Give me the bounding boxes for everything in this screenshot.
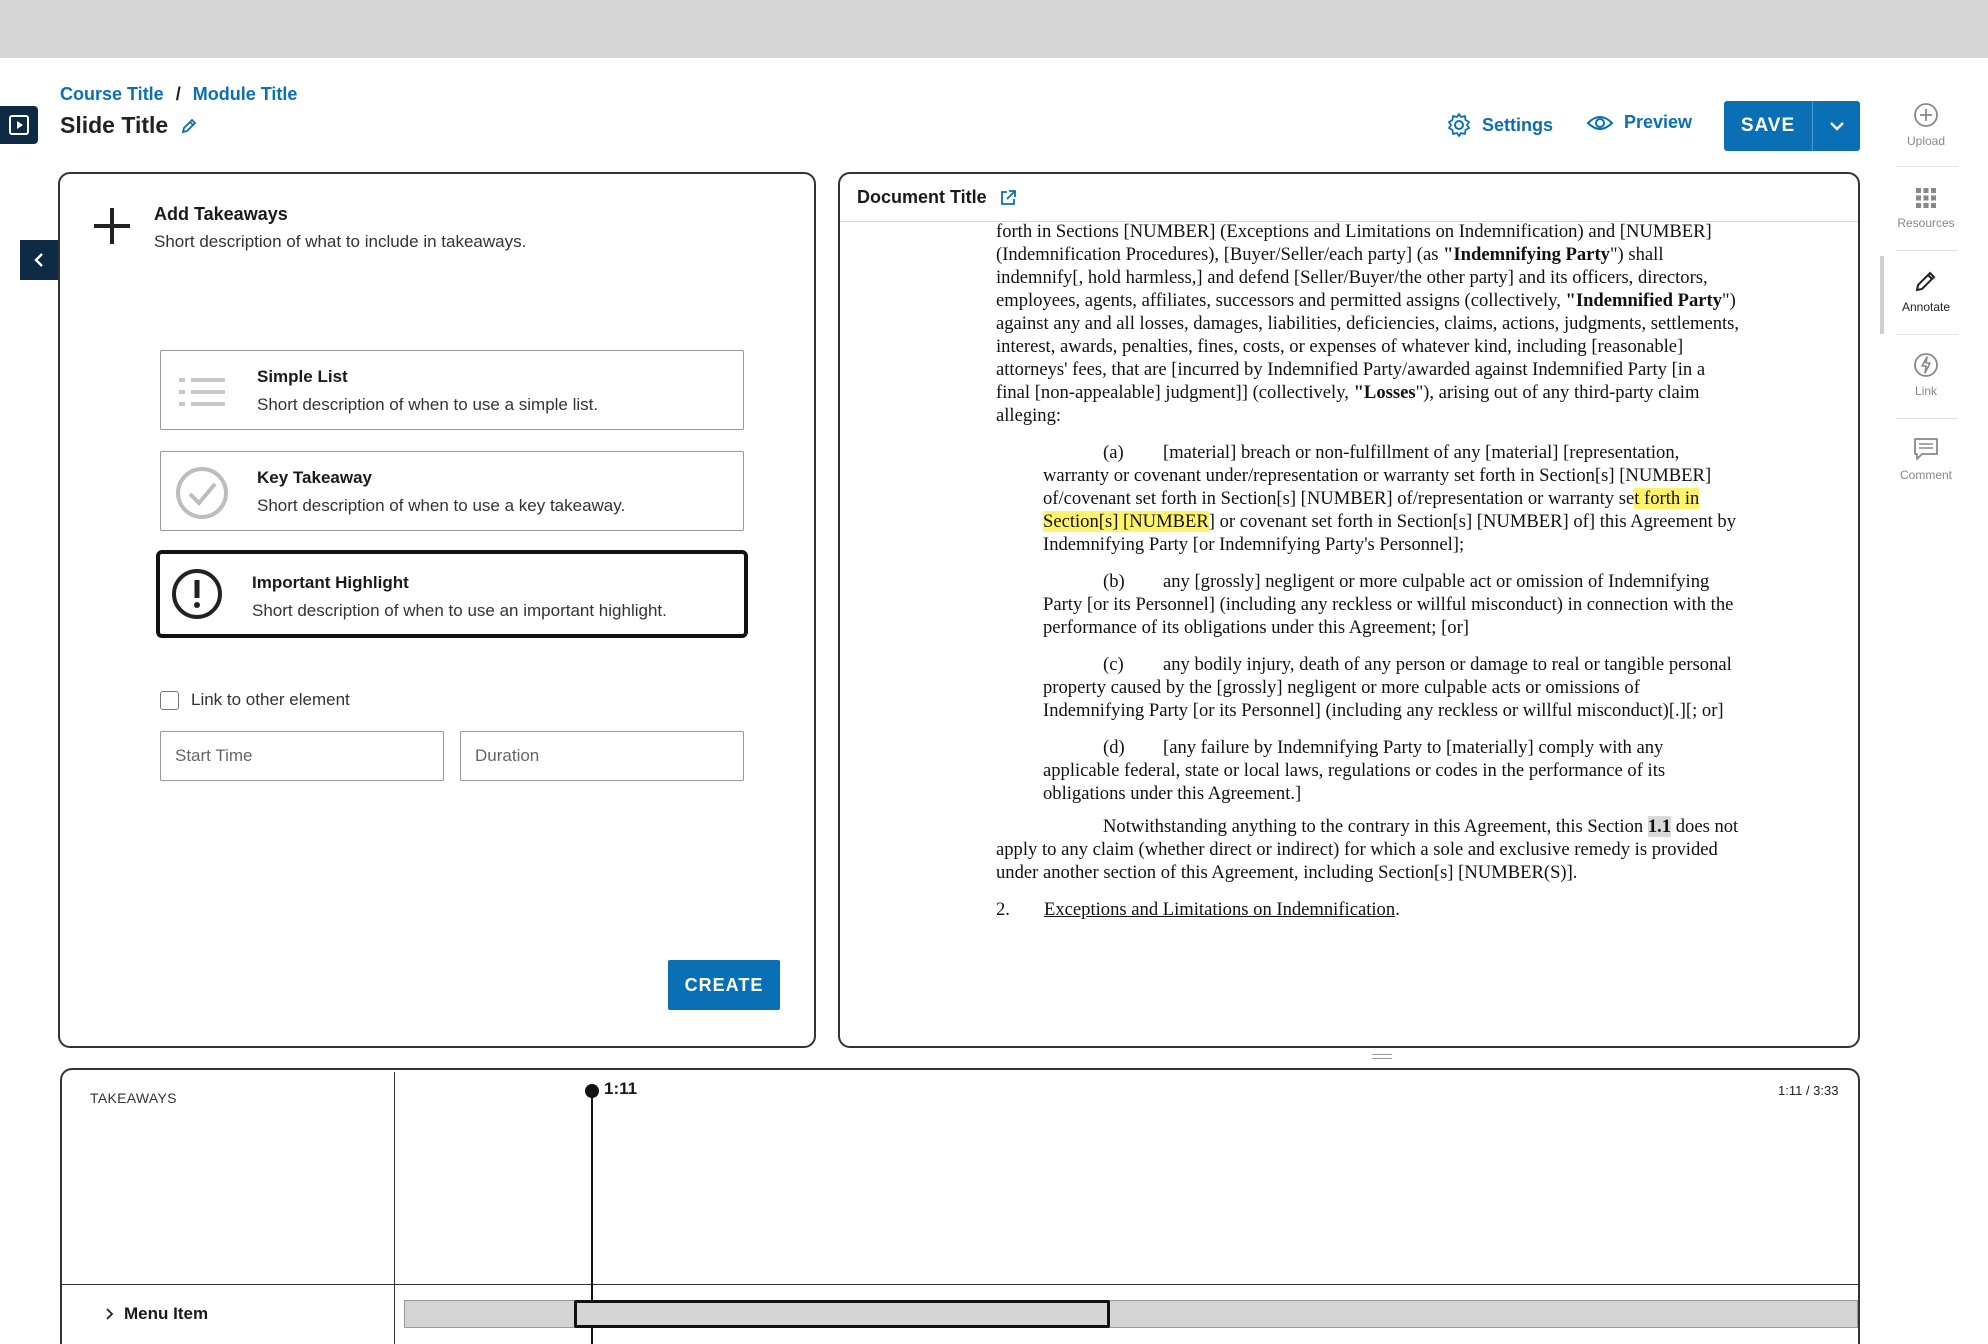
option-title: Simple List bbox=[257, 367, 348, 386]
menu-item-label: Menu Item bbox=[124, 1304, 209, 1323]
add-takeaways-description: Short description of what to include in takeaways. bbox=[154, 232, 527, 251]
playhead-time: 1:11 bbox=[604, 1079, 638, 1098]
link-checkbox[interactable] bbox=[160, 691, 179, 710]
doc-clause-c: (c) any bodily injury, death of any person or damage to real or tangible personal property caused by the [grossly] negligent or more culpable acts or omissions of Indemnifying Party [or its Personnel] (including any reckless or willful misconduct)[.][; or] bbox=[1043, 654, 1732, 721]
option-description: Short description of when to use a key takeaway. bbox=[257, 496, 626, 515]
duration-input[interactable] bbox=[460, 731, 744, 781]
rail-annotate[interactable] bbox=[1878, 268, 1974, 314]
preview-button[interactable] bbox=[1586, 112, 1692, 133]
document-viewer[interactable] bbox=[840, 222, 1858, 1048]
settings-button[interactable] bbox=[1446, 112, 1553, 138]
collapse-panel-button[interactable] bbox=[20, 240, 58, 280]
document-header bbox=[840, 174, 1858, 222]
doc-highlight[interactable]: t forth in Section[s] [NUMBER bbox=[1043, 488, 1700, 532]
rail-link[interactable] bbox=[1878, 352, 1974, 398]
plus-icon[interactable] bbox=[90, 204, 134, 253]
comment-icon bbox=[1912, 436, 1940, 462]
save-button[interactable]: SAVE bbox=[1724, 101, 1812, 151]
timeline-track-label: TAKEAWAYS bbox=[90, 1090, 177, 1106]
top-bar bbox=[0, 0, 1988, 58]
slide-title-text: Slide Title bbox=[60, 112, 169, 138]
doc-notwithstanding: Notwithstanding anything to the contrary in this Agreement, this Section 1.1 does not apply to any claim (whether direct or indirect) for which a sole and exclusive remedy is provided under another section of this Agreement, including Section[s] [NUMBER(S)]. bbox=[996, 816, 1739, 883]
doc-clause-b: (b) any [grossly] negligent or more culpable act or omission of Indemnifying Party [or its Personnel] (including any reckless or willful misconduct) in connection with the performance of its obligations under this Agreement; [or] bbox=[1043, 571, 1734, 638]
check-circle-icon bbox=[175, 466, 229, 520]
create-button[interactable]: CREATE bbox=[668, 960, 780, 1010]
rail-annotate-label: Annotate bbox=[1901, 300, 1951, 314]
rail-resources[interactable] bbox=[1878, 186, 1974, 230]
doc-section-heading: 2. Exceptions and Limitations on Indemnification. bbox=[996, 899, 1400, 920]
rail-divider bbox=[1896, 334, 1958, 335]
option-title: Key Takeaway bbox=[257, 468, 372, 487]
lightning-circle-icon bbox=[1913, 352, 1939, 378]
timeline-segment[interactable] bbox=[574, 1300, 1110, 1328]
edit-pencil-icon[interactable] bbox=[180, 117, 198, 135]
doc-clause-a: (a) [material] breach or non-fulfillment of any [material] [representation, warranty or covenant under/representation or warranty set forth in Section[s] [NUMBER] of/covenant set forth in Section[s] [NUMBER] of/representation or warranty set forth in Section[s] [NUMBER] or covenant set forth in Section[s] [NUMBER] of] this Agreement by Indemnifying Party [or Indemnifying Party's Personnel]; bbox=[1043, 442, 1737, 555]
doc-clause-d: (d) [any failure by Indemnifying Party to [materially] comply with any applicable federal, state or local laws, regulations or codes in the performance of its obligations under this Agreement.] bbox=[1043, 737, 1666, 804]
breadcrumb-course-link[interactable]: Course Title bbox=[60, 84, 164, 104]
plus-circle-icon bbox=[1913, 102, 1939, 128]
link-to-element-row bbox=[160, 690, 350, 710]
timeline-total-time: 1:11 / 3:33 bbox=[1778, 1083, 1839, 1098]
option-key-takeaway[interactable] bbox=[160, 451, 744, 531]
page-title bbox=[60, 112, 198, 139]
eye-icon bbox=[1586, 113, 1614, 133]
grid-icon bbox=[1914, 186, 1938, 210]
exclamation-circle-icon bbox=[170, 567, 224, 621]
link-label: Link to other element bbox=[191, 690, 350, 709]
option-title: Important Highlight bbox=[252, 573, 409, 592]
start-time-input[interactable] bbox=[160, 731, 444, 781]
rail-upload-label: Upload bbox=[1906, 134, 1946, 148]
rail-divider bbox=[1896, 418, 1958, 419]
rail-comment[interactable] bbox=[1878, 436, 1974, 482]
doc-section-ref[interactable]: 1.1 bbox=[1647, 816, 1672, 837]
settings-label: Settings bbox=[1482, 114, 1554, 135]
rail-divider bbox=[1896, 166, 1958, 167]
breadcrumb-separator: / bbox=[175, 84, 181, 104]
rail-upload[interactable] bbox=[1878, 102, 1974, 148]
rail-divider bbox=[1896, 250, 1958, 251]
slide-play-icon[interactable] bbox=[0, 106, 38, 144]
timeline-divider bbox=[394, 1072, 395, 1344]
pencil-icon bbox=[1913, 268, 1939, 294]
gear-icon bbox=[1446, 112, 1472, 138]
option-important-highlight[interactable] bbox=[156, 550, 748, 638]
timeline-divider bbox=[62, 1284, 1858, 1285]
document-panel bbox=[838, 172, 1860, 1048]
chevron-right-icon bbox=[104, 1307, 114, 1321]
rail-link-label: Link bbox=[1914, 384, 1937, 398]
rail-resources-label: Resources bbox=[1897, 216, 1955, 230]
playhead-handle[interactable] bbox=[585, 1084, 599, 1098]
chevron-left-icon bbox=[32, 251, 46, 269]
resize-handle[interactable] bbox=[1372, 1054, 1392, 1059]
option-description: Short description of when to use a simple list. bbox=[257, 395, 599, 414]
external-link-icon[interactable] bbox=[999, 189, 1017, 207]
timeline-menu-item[interactable] bbox=[104, 1304, 208, 1324]
option-simple-list[interactable] bbox=[160, 350, 744, 430]
breadcrumb bbox=[60, 84, 297, 105]
option-description: Short description of when to use an important highlight. bbox=[252, 601, 667, 620]
list-icon bbox=[175, 365, 229, 419]
document-text bbox=[996, 222, 1740, 931]
chevron-down-icon bbox=[1829, 121, 1845, 131]
add-takeaways-title: Add Takeaways bbox=[154, 204, 288, 224]
doc-paragraph: forth in Sections [NUMBER] (Exceptions and Limitations on Indemnification) and [NUMBER] (Indemnification Procedures), [Buyer/Seller/each party] (as "Indemnifying Party") shall indemnify[, hold harmless,] and defend [Seller/Buyer/the other party] and its officers, directors, employees, agents, affiliates, successors and permitted assigns (collectively, "Indemnified Party") against any and all losses, damages, liabilities, deficiencies, claims, actions, judgments, settlements, interest, awards, penalties, fines, costs, or expenses of whatever kind, including [reasonable] attorneys' fees, that are [incurred by Indemnified Party/awarded against Indemnified Party [in a final [non-appealable] judgment]] (collectively, "Losses"), arising out of any third-party claim alleging: bbox=[996, 222, 1740, 426]
preview-label: Preview bbox=[1624, 112, 1693, 132]
rail-comment-label: Comment bbox=[1899, 468, 1952, 482]
document-title: Document Title bbox=[857, 187, 987, 207]
breadcrumb-module-link[interactable]: Module Title bbox=[192, 84, 298, 104]
save-options-button[interactable] bbox=[1812, 101, 1860, 151]
save-button-group bbox=[1724, 101, 1860, 151]
